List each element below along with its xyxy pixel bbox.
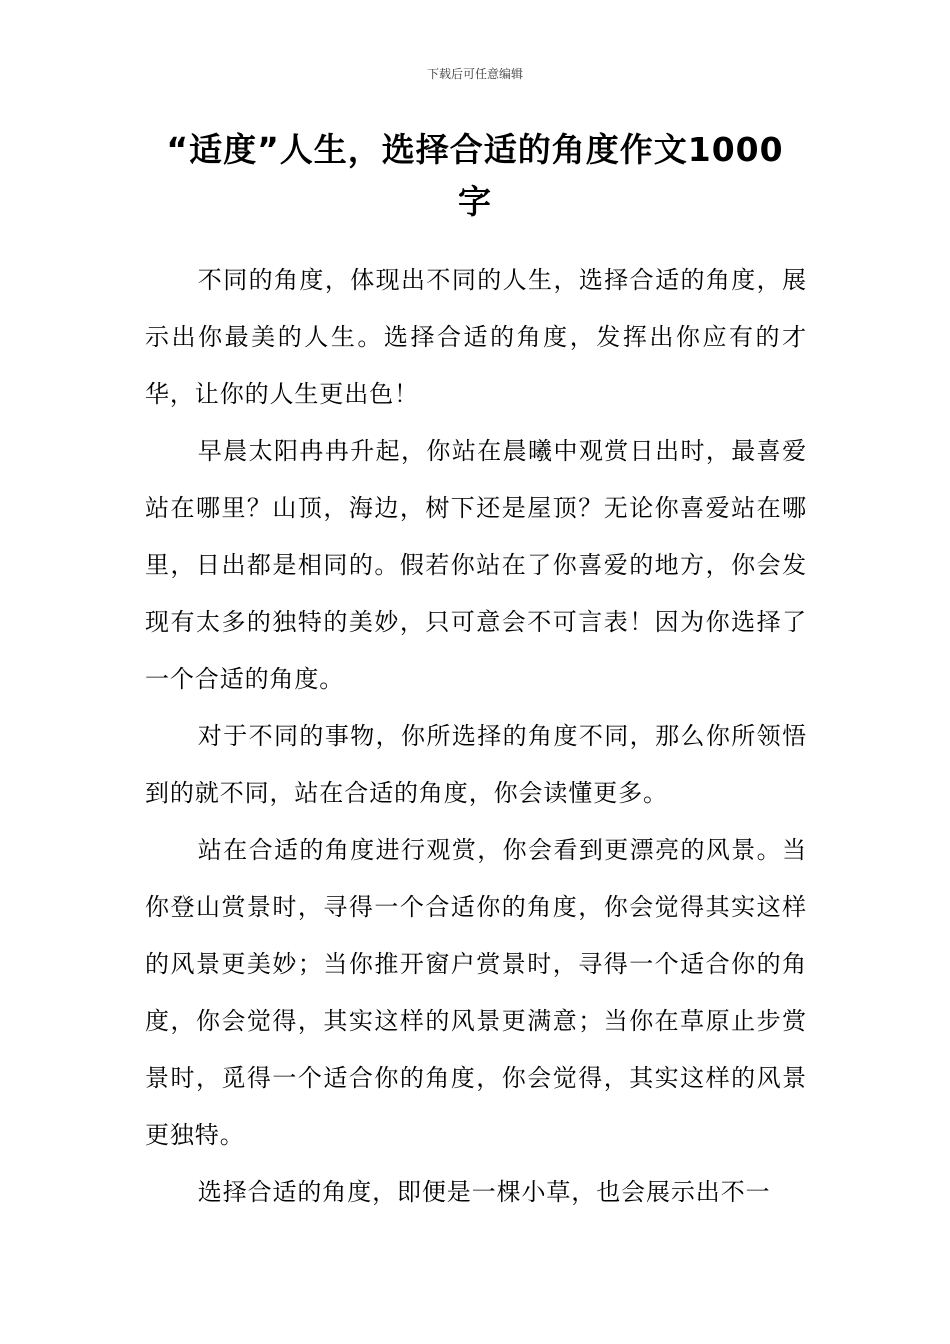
header-note: 下载后可任意编辑 xyxy=(426,67,523,81)
paragraph: 不同的角度，体现出不同的人生，选择合适的角度，展示出你最美的人生。选择合适的角度，发挥出你应有的才华，让你的人生更出色！ xyxy=(145,266,807,408)
document-title: “适度”人生，选择合适的角度作文1000字 xyxy=(166,130,784,221)
paragraph: 站在合适的角度进行观赏，你会看到更漂亮的风景。当你登山赏景时，寻得一个合适你的角度，你会觉得其实这样的风景更美妙；当你推开窗户赏景时，寻得一个适合你的角度，你会觉得，其实这样的风景更满意；当你在草原止步赏景时，觅得一个适合你的角度，你会觉得，其实这样的风景更独特。 xyxy=(145,836,807,1149)
document-body xyxy=(145,252,807,1221)
paragraph: 选择合适的角度，即便是一棵小草，也会展示出不一 xyxy=(197,1178,771,1206)
paragraph: 对于不同的事物，你所选择的角度不同，那么你所领悟到的就不同，站在合适的角度，你会读懂更多。 xyxy=(145,722,807,807)
paragraph: 早晨太阳冉冉升起，你站在晨曦中观赏日出时，最喜爱站在哪里？山顶，海边，树下还是屋顶？无论你喜爱站在哪里，日出都是相同的。假若你站在了你喜爱的地方，你会发现有太多的独特的美妙，只可意会不可言表！因为你选择了一个合适的角度。 xyxy=(145,437,807,693)
